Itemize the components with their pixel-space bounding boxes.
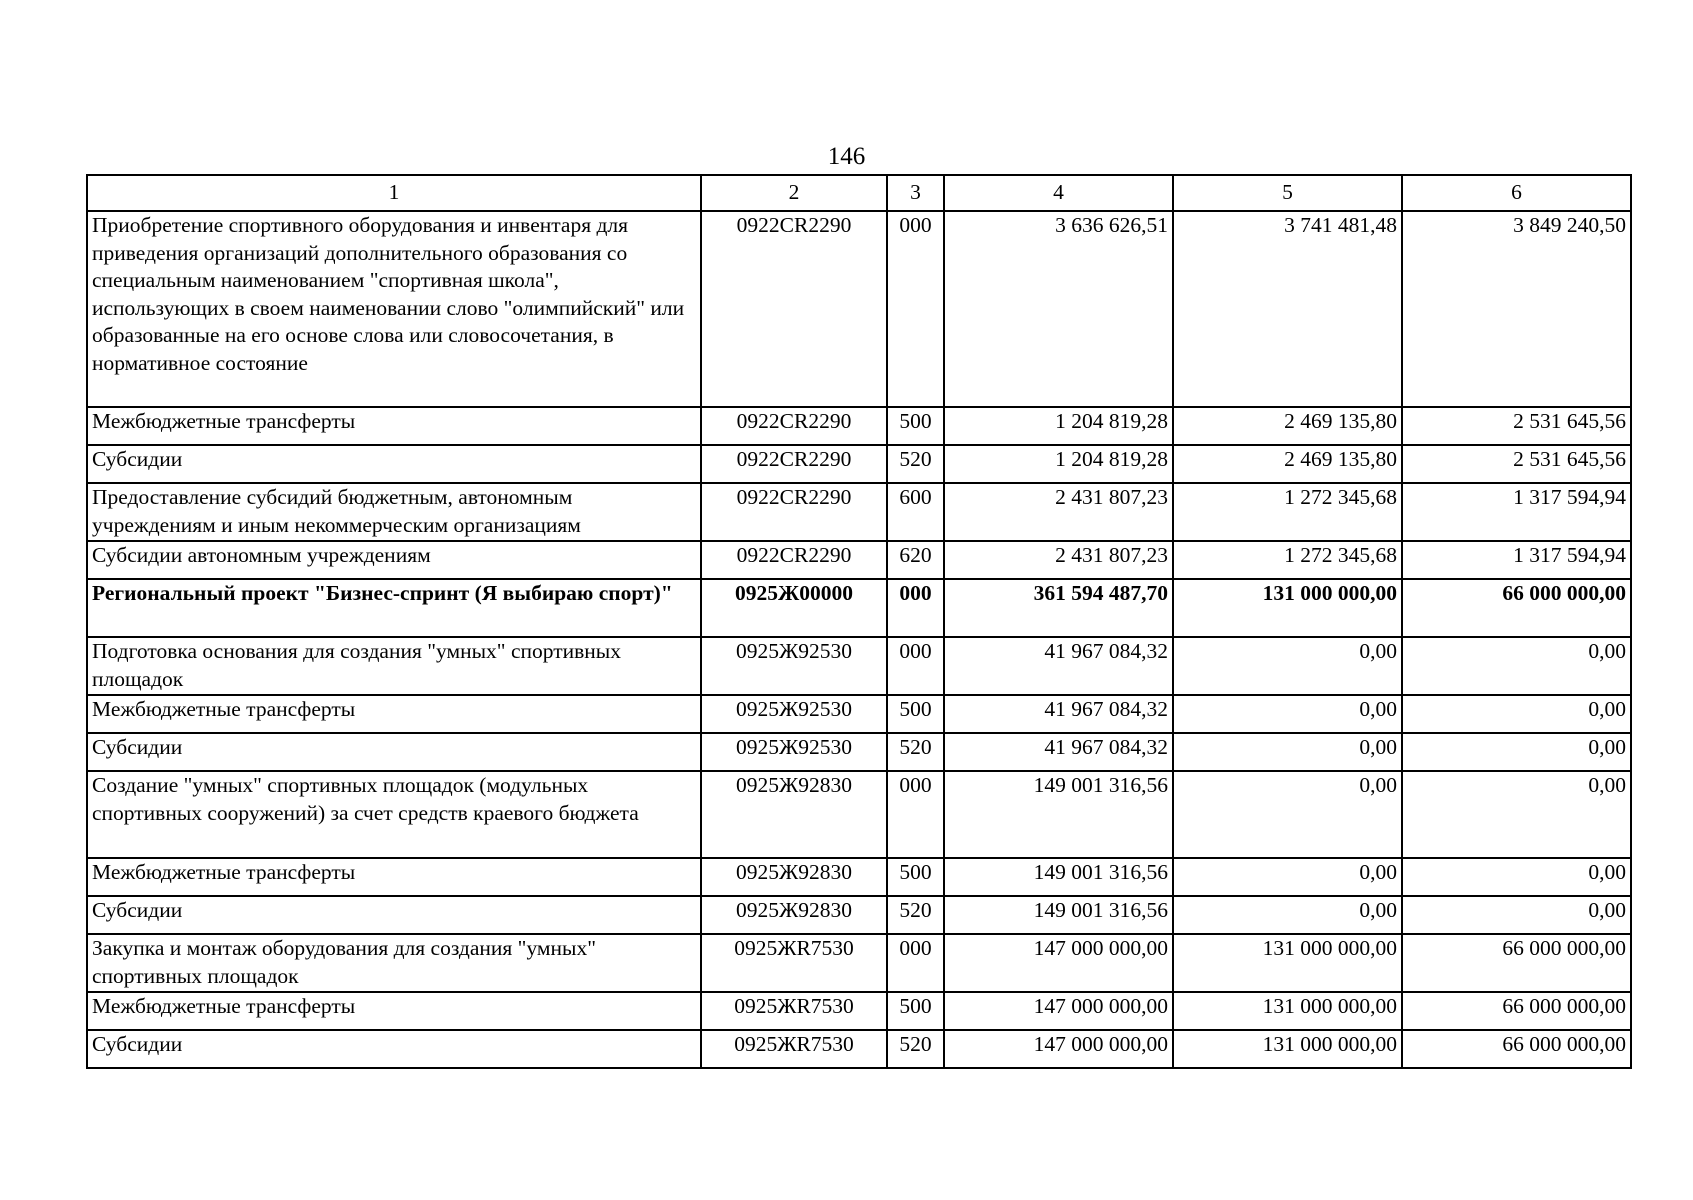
row-code: 0925ЖR7530 <box>701 992 887 1030</box>
row-code: 0925Ж92530 <box>701 733 887 771</box>
header-row <box>87 175 1631 211</box>
row-name: Субсидии <box>87 445 701 483</box>
row-code: 0925Ж00000 <box>701 579 887 637</box>
row-value-4: 41 967 084,32 <box>944 733 1173 771</box>
row-value-6: 1 317 594,94 <box>1402 541 1631 579</box>
row-value-4: 41 967 084,32 <box>944 637 1173 695</box>
row-name: Межбюджетные трансферты <box>87 407 701 445</box>
table-row <box>87 771 1631 858</box>
row-value-5: 0,00 <box>1173 695 1402 733</box>
row-value-5: 2 469 135,80 <box>1173 407 1402 445</box>
row-name: Субсидии автономным учреждениям <box>87 541 701 579</box>
row-code: 0922CR2290 <box>701 541 887 579</box>
header-col-1: 1 <box>87 175 701 211</box>
budget-table <box>86 174 1632 1069</box>
row-code: 0925Ж92530 <box>701 637 887 695</box>
row-type: 000 <box>887 637 944 695</box>
row-name: Межбюджетные трансферты <box>87 992 701 1030</box>
row-name: Приобретение спортивного оборудования и инвентаря для приведения организаций дополнительного образования со специальным наименованием "спортивная школа", использующих в своем наименовании слово "олимпийский" или образованные на его основе слова или словосочетания, в нормативное состояние <box>87 211 701 407</box>
row-code: 0922CR2290 <box>701 407 887 445</box>
table-row <box>87 858 1631 896</box>
row-value-6: 66 000 000,00 <box>1402 934 1631 992</box>
row-value-5: 1 272 345,68 <box>1173 541 1402 579</box>
row-type: 600 <box>887 483 944 541</box>
row-value-5: 2 469 135,80 <box>1173 445 1402 483</box>
row-value-5: 0,00 <box>1173 896 1402 934</box>
row-type: 520 <box>887 445 944 483</box>
row-name: Создание "умных" спортивных площадок (модульных спортивных сооружений) за счет средств краевого бюджета <box>87 771 701 858</box>
row-code: 0922CR2290 <box>701 483 887 541</box>
row-value-5: 3 741 481,48 <box>1173 211 1402 407</box>
table-row <box>87 896 1631 934</box>
row-type: 520 <box>887 896 944 934</box>
row-name: Предоставление субсидий бюджетным, автономным учреждениям и иным некоммерческим организациям <box>87 483 701 541</box>
row-value-4: 41 967 084,32 <box>944 695 1173 733</box>
row-value-4: 1 204 819,28 <box>944 407 1173 445</box>
row-code: 0922CR2290 <box>701 445 887 483</box>
table-row <box>87 1030 1631 1068</box>
row-code: 0925Ж92830 <box>701 771 887 858</box>
row-value-4: 147 000 000,00 <box>944 934 1173 992</box>
row-code: 0925ЖR7530 <box>701 934 887 992</box>
row-value-4: 3 636 626,51 <box>944 211 1173 407</box>
row-name: Закупка и монтаж оборудования для создания "умных" спортивных площадок <box>87 934 701 992</box>
row-value-6: 66 000 000,00 <box>1402 579 1631 637</box>
row-name: Субсидии <box>87 733 701 771</box>
row-type: 520 <box>887 733 944 771</box>
header-col-6: 6 <box>1402 175 1631 211</box>
row-value-4: 149 001 316,56 <box>944 858 1173 896</box>
row-type: 500 <box>887 695 944 733</box>
table-row <box>87 733 1631 771</box>
table-row <box>87 695 1631 733</box>
row-value-5: 131 000 000,00 <box>1173 934 1402 992</box>
row-code: 0925Ж92830 <box>701 858 887 896</box>
row-value-5: 0,00 <box>1173 858 1402 896</box>
row-value-6: 2 531 645,56 <box>1402 445 1631 483</box>
row-name: Межбюджетные трансферты <box>87 858 701 896</box>
row-type: 000 <box>887 579 944 637</box>
row-value-5: 0,00 <box>1173 771 1402 858</box>
header-col-2: 2 <box>701 175 887 211</box>
row-value-4: 361 594 487,70 <box>944 579 1173 637</box>
row-value-6: 0,00 <box>1402 637 1631 695</box>
row-name: Региональный проект "Бизнес-спринт (Я выбираю спорт)" <box>87 579 701 637</box>
table-row <box>87 992 1631 1030</box>
row-type: 000 <box>887 211 944 407</box>
row-value-6: 66 000 000,00 <box>1402 992 1631 1030</box>
row-type: 520 <box>887 1030 944 1068</box>
row-value-5: 131 000 000,00 <box>1173 992 1402 1030</box>
row-value-6: 2 531 645,56 <box>1402 407 1631 445</box>
row-value-5: 0,00 <box>1173 637 1402 695</box>
row-type: 500 <box>887 992 944 1030</box>
row-value-6: 0,00 <box>1402 695 1631 733</box>
row-name: Межбюджетные трансферты <box>87 695 701 733</box>
row-value-6: 1 317 594,94 <box>1402 483 1631 541</box>
row-value-5: 131 000 000,00 <box>1173 1030 1402 1068</box>
page-number: 146 <box>827 143 866 170</box>
row-type: 500 <box>887 407 944 445</box>
header-col-5: 5 <box>1173 175 1402 211</box>
row-value-4: 2 431 807,23 <box>944 483 1173 541</box>
row-value-6: 3 849 240,50 <box>1402 211 1631 407</box>
row-code: 0925Ж92830 <box>701 896 887 934</box>
table-row <box>87 407 1631 445</box>
row-type: 620 <box>887 541 944 579</box>
row-value-4: 149 001 316,56 <box>944 771 1173 858</box>
row-name: Подготовка основания для создания "умных" спортивных площадок <box>87 637 701 695</box>
row-name: Субсидии <box>87 896 701 934</box>
table-row <box>87 445 1631 483</box>
header-col-3: 3 <box>887 175 944 211</box>
table-row <box>87 541 1631 579</box>
table-row <box>87 637 1631 695</box>
row-value-5: 131 000 000,00 <box>1173 579 1402 637</box>
row-value-5: 0,00 <box>1173 733 1402 771</box>
header-col-4: 4 <box>944 175 1173 211</box>
row-value-4: 147 000 000,00 <box>944 1030 1173 1068</box>
table-row <box>87 934 1631 992</box>
table-row <box>87 483 1631 541</box>
row-value-6: 0,00 <box>1402 733 1631 771</box>
row-type: 000 <box>887 771 944 858</box>
table-row-section <box>87 579 1631 637</box>
row-value-6: 0,00 <box>1402 896 1631 934</box>
row-value-6: 66 000 000,00 <box>1402 1030 1631 1068</box>
row-value-4: 149 001 316,56 <box>944 896 1173 934</box>
row-type: 000 <box>887 934 944 992</box>
row-code: 0925ЖR7530 <box>701 1030 887 1068</box>
row-value-4: 2 431 807,23 <box>944 541 1173 579</box>
row-type: 500 <box>887 858 944 896</box>
row-code: 0922CR2290 <box>701 211 887 407</box>
row-value-5: 1 272 345,68 <box>1173 483 1402 541</box>
table-row <box>87 211 1631 407</box>
row-name: Субсидии <box>87 1030 701 1068</box>
row-value-4: 147 000 000,00 <box>944 992 1173 1030</box>
row-value-6: 0,00 <box>1402 771 1631 858</box>
row-value-6: 0,00 <box>1402 858 1631 896</box>
row-code: 0925Ж92530 <box>701 695 887 733</box>
row-value-4: 1 204 819,28 <box>944 445 1173 483</box>
